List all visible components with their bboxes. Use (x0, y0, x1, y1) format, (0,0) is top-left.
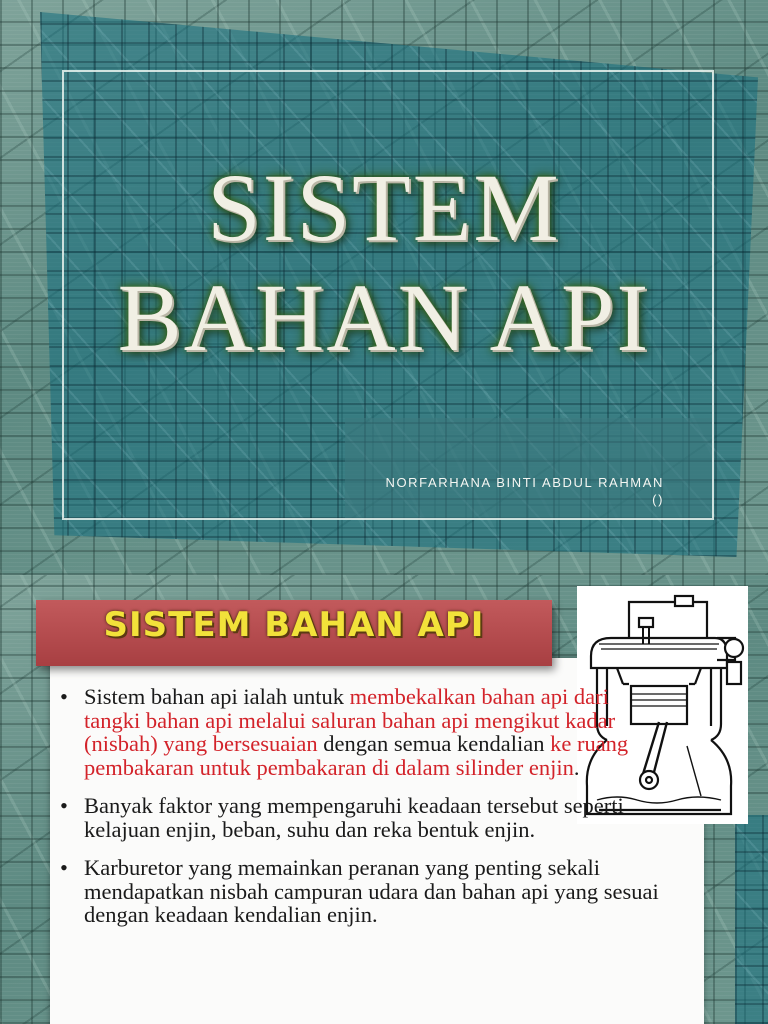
bullet-item (60, 685, 670, 779)
author-extra: () (652, 492, 664, 507)
bullet-text: Sistem bahan api ialah untuk (84, 684, 350, 709)
content-slide (0, 575, 768, 1024)
bullet-marker: • (60, 793, 68, 818)
bullet-item (60, 794, 670, 841)
bullet-marker: • (60, 855, 68, 880)
bullet-highlight-text: ke ruang pembakaran untuk pembakaran di dalam silinder enjin (84, 731, 629, 780)
author-block (385, 474, 664, 508)
bullet-marker: • (60, 684, 68, 709)
bullet-text: . (573, 754, 580, 780)
bullet-text: Banyak faktor yang mempengaruhi keadaan tersebut seperti kelajuan enjin, beban, suhu dan reka bentuk enjin. (84, 793, 624, 842)
bullet-highlight-text: membekalkan bahan api dari tangki bahan api melalui saluran bahan api mengikut kadar (nisbah) yang bersesuaian (84, 684, 616, 756)
author-name: NORFARHANA BINTI ABDUL RAHMAN (385, 475, 664, 490)
bullet-text: Karburetor yang memainkan peranan yang penting sekali mendapatkan nisbah campuran udara dan bahan api yang sesuai dengan keadaan kendalian enjin. (84, 855, 659, 927)
bullet-list (60, 685, 670, 942)
title-line-2: BAHAN API (117, 264, 651, 371)
bullet-item (60, 856, 670, 927)
bullet-text: dengan semua kendalian (317, 731, 551, 756)
teal-overlay (735, 815, 768, 1024)
title-line-1: SISTEM (207, 154, 561, 261)
slide-heading: SISTEM BAHAN API (103, 605, 485, 645)
